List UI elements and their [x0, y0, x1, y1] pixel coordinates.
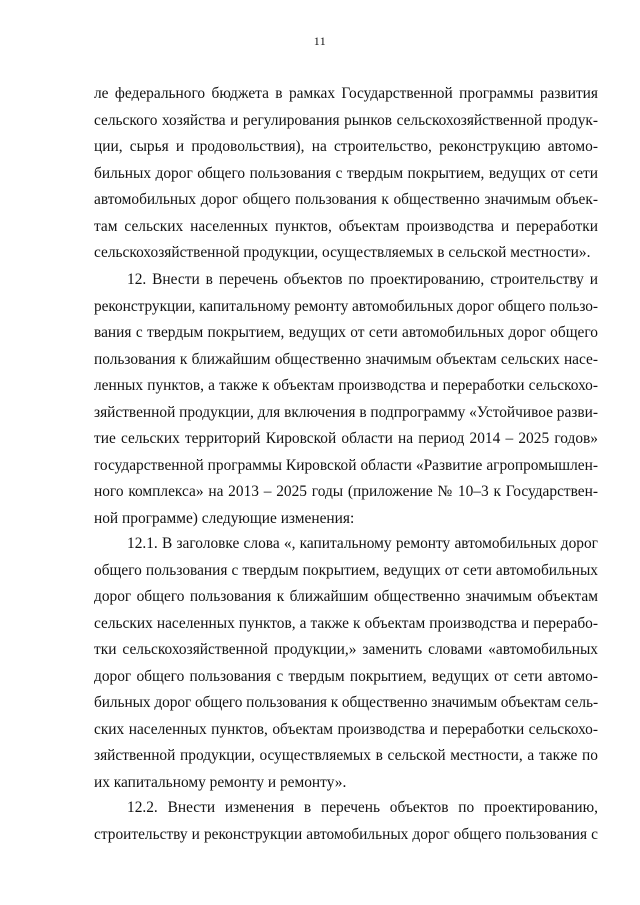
text-line: государственной программы Кировской области «Развитие агропромышлен- — [94, 456, 598, 474]
text-line: 12. Внести в перечень объектов по проектированию, строительству и — [127, 271, 598, 288]
text-line: ленных пунктов, а также к объектам производства и переработки сельскохо- — [94, 377, 598, 394]
text-line: сельского хозяйства и регулирования рынков сельскохозяйственной продук- — [94, 111, 598, 129]
text-line: дорог общего пользования к ближайшим общественно значимым объектам — [94, 588, 598, 605]
text-line: сельскохозяйственной продукции, осуществляемых в сельской местности». — [94, 244, 591, 261]
text-line: ции, сырья и продовольствия), на строительство, реконструкцию автомо- — [94, 138, 598, 155]
paragraph-continuation — [94, 81, 598, 267]
text-line: тие сельских территорий Кировской области на период 2014 – 2025 годов» — [94, 430, 598, 447]
page-number: 11 — [313, 34, 327, 48]
text-line: 12.1. В заголовке слова «, капитальному ремонту автомобильных дорог — [127, 535, 598, 552]
text-line: сельских населенных пунктов, а также к объектам производства и перерабо- — [94, 614, 598, 632]
text-line: пользования к ближайшим общественно значимым объектам сельских насе- — [94, 350, 598, 368]
paragraph-item-12-1 — [94, 531, 598, 796]
text-line: вания с твердым покрытием, ведущих от сети автомобильных дорог общего — [94, 324, 598, 341]
text-line: общего пользования с твердым покрытием, ведущих от сети автомобильных — [94, 561, 598, 579]
paragraph-item-12 — [94, 267, 598, 532]
text-line: зяйственной продукции, осуществляемых в сельской местности, а также по — [94, 747, 598, 764]
text-line: автомобильных дорог общего пользования к общественно значимым объек- — [94, 191, 598, 208]
text-line: ских населенных пунктов, объектам производства и переработки сельскохо- — [94, 720, 598, 738]
text-line: их капитальному ремонту и ремонту». — [94, 773, 347, 791]
text-line: тки сельскохозяйственной продукции,» заменить словами «автомобильных — [94, 641, 598, 658]
text-line: строительству и реконструкции автомобильных дорог общего пользования с — [94, 825, 598, 843]
text-line: 12.2. Внести изменения в перечень объектов по проектированию, — [127, 799, 598, 816]
text-line: бильных дорог общего пользования к общественно значимым объектам сель- — [94, 694, 598, 711]
text-line: реконструкции, капитальному ремонту автомобильных дорог общего пользо- — [94, 297, 598, 315]
text-line: ного комплекса» на 2013 – 2025 годы (приложение № 10–3 к Государствен- — [94, 483, 598, 500]
text-line: там сельских населенных пунктов, объектам производства и переработки — [94, 217, 598, 235]
paragraph-item-12-2 — [94, 795, 598, 848]
text-line: бильных дорог общего пользования с твердым покрытием, ведущих от сети — [94, 164, 598, 182]
text-line: дорог общего пользования с твердым покрытием, ведущих от сети автомо- — [94, 667, 598, 685]
text-line: ле федерального бюджета в рамках Государственной программы развития — [94, 85, 598, 102]
text-line: зяйственной продукции, для включения в подпрограмму «Устойчивое разви- — [94, 403, 598, 421]
text-line: ной программе) следующие изменения: — [94, 509, 355, 527]
